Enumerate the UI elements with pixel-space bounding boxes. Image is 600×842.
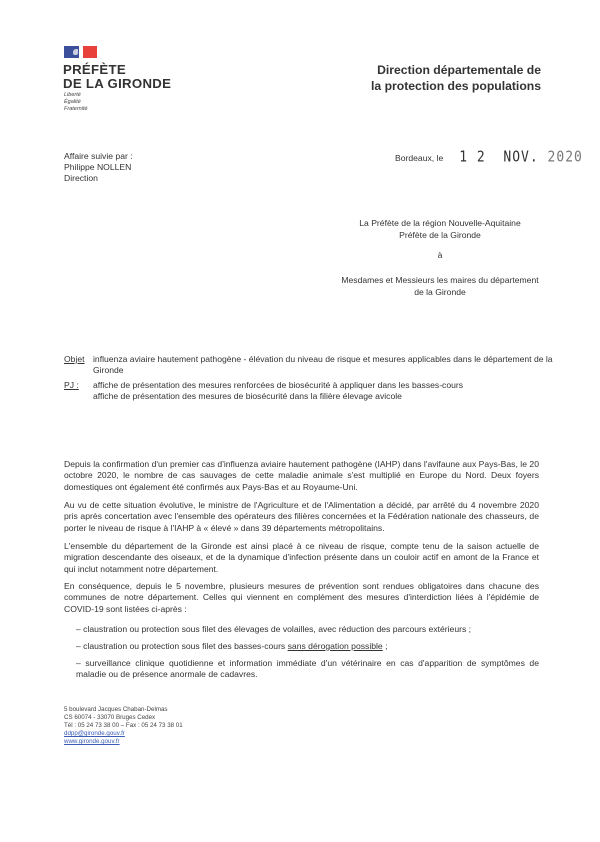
measure-bullet-2-emphasis: sans dérogation possible — [287, 641, 383, 651]
department-heading-line-2: la protection des populations — [371, 79, 541, 93]
body-paragraph-3: L'ensemble du département de la Gironde est ainsi placé à ce niveau de risque, compte tenu de la saison actuelle de migration descendante des oiseaux, et de la dynamique d'infection présente dans un couloir actif en amont de la France et qui inclut notamment notre département. — [64, 541, 539, 574]
measure-bullet-2-text: – claustration ou protection sous filet des basses-cours — [76, 641, 288, 651]
sender-authority-line-2: Préfète de la Gironde — [399, 229, 481, 240]
date-place: Bordeaux, le — [395, 153, 444, 163]
case-handler-role: Direction — [64, 173, 98, 183]
prefecture-title — [63, 63, 171, 91]
subject-label: Objet — [64, 354, 85, 364]
recipient-line-2: de la Gironde — [414, 286, 466, 297]
measure-bullet-2 — [76, 641, 539, 652]
date-line — [395, 150, 583, 165]
flag-blue-band — [64, 46, 79, 58]
footer-phone: Tél : 05 24 73 38 00 – Fax : 05 24 73 38 01 — [64, 722, 183, 730]
date-stamp-day-month: 1 2 NOV. — [459, 148, 539, 167]
attachment-item: affiche de présentation des mesures renforcées de biosécurité à appliquer dans les basses-cours — [93, 380, 464, 390]
sender-authority-line-1: La Préfète de la région Nouvelle-Aquitaine — [359, 218, 521, 228]
case-handler-label: Affaire suivie par : — [64, 151, 133, 161]
measure-bullet-2-end: ; — [382, 641, 388, 651]
recipient-block — [300, 275, 580, 298]
department-heading — [371, 62, 541, 94]
attachments-list — [93, 380, 558, 402]
recipient-line-1: Mesdames et Messieurs les maires du département — [341, 275, 539, 285]
marianne-icon — [73, 49, 78, 55]
motto-egalite: Égalité — [64, 99, 81, 105]
footer-email-link[interactable]: ddpp@gironde.gouv.fr — [64, 730, 125, 738]
department-heading-line-1: Direction départementale de — [377, 63, 541, 77]
republic-motto — [64, 92, 88, 113]
motto-fraternite: Fraternité — [64, 106, 88, 112]
measure-bullet-3: – surveillance clinique quotidienne et information immédiate d'un vétérinaire en cas d'apparition de symptômes de maladie ou de présence anormale de cadavres. — [76, 658, 539, 680]
attachments-row — [64, 380, 558, 402]
measure-bullet-1: – claustration ou protection sous filet des élevages de volailles, avec réduction des parcours extérieurs ; — [76, 624, 472, 634]
body-paragraph-4: En conséquence, depuis le 5 novembre, plusieurs mesures de prévention sont rendues obligatoires dans chacune des communes de notre département. Celles qui viennent en complément des mesures d'interdiction liées à l'épidémie de COVID-19 sont listées ci-après : — [64, 581, 539, 614]
case-handler-name: Philippe NOLLEN — [64, 162, 132, 172]
motto-liberte: Liberté — [64, 92, 81, 98]
prefecture-title-line-2: DE LA GIRONDE — [63, 76, 172, 91]
footer-address: 5 boulevard Jacques Chaban-Delmas — [64, 706, 168, 713]
footer-contact — [64, 706, 183, 746]
case-handler-block — [64, 151, 133, 184]
date-stamp — [459, 149, 583, 166]
prefecture-title-line-1: PRÉFÈTE — [63, 62, 126, 77]
flag-red-band — [83, 46, 97, 58]
attachment-item: affiche de présentation des mesures de biosécurité dans la filière élevage avicole — [93, 391, 402, 401]
attachments-label: PJ : — [64, 380, 79, 390]
footer-website-link[interactable]: www.gironde.gouv.fr — [64, 738, 120, 746]
republic-flag-logo — [64, 46, 97, 58]
body-paragraph-1: Depuis la confirmation d'un premier cas d'influenza aviaire hautement pathogène (IAHP) dans l'avifaune aux Pays-Bas, le 20 octobre 2020, le nombre de cas sauvages de cette maladie animale s'est multiplié en Europe du Nord. Deux foyers domestiques ont également été confirmés aux Pays-Bas et au Royaume-Uni. — [64, 459, 539, 492]
sender-authority — [300, 218, 580, 241]
subject-text: influenza aviaire hautement pathogène - élévation du niveau de risque et mesures applicables dans le département de la Gironde — [93, 354, 553, 375]
date-stamp-year: 2020 — [547, 148, 583, 167]
addressee-preposition: à — [437, 250, 443, 260]
subject-row — [64, 354, 558, 376]
body-paragraph-2: Au vu de cette situation évolutive, le ministre de l'Agriculture et de l'Alimentation a décidé, par arrêté du 4 novembre 2020 pris après concertation avec l'ensemble des opérateurs des filières concernées et la Fédération nationale des chasseurs, de porter le niveau de risque à l'IAHP à « élevé » dans 39 départements métropolitains. — [64, 500, 539, 533]
footer-postal: CS 60074 - 33070 Bruges Cedex — [64, 714, 156, 722]
